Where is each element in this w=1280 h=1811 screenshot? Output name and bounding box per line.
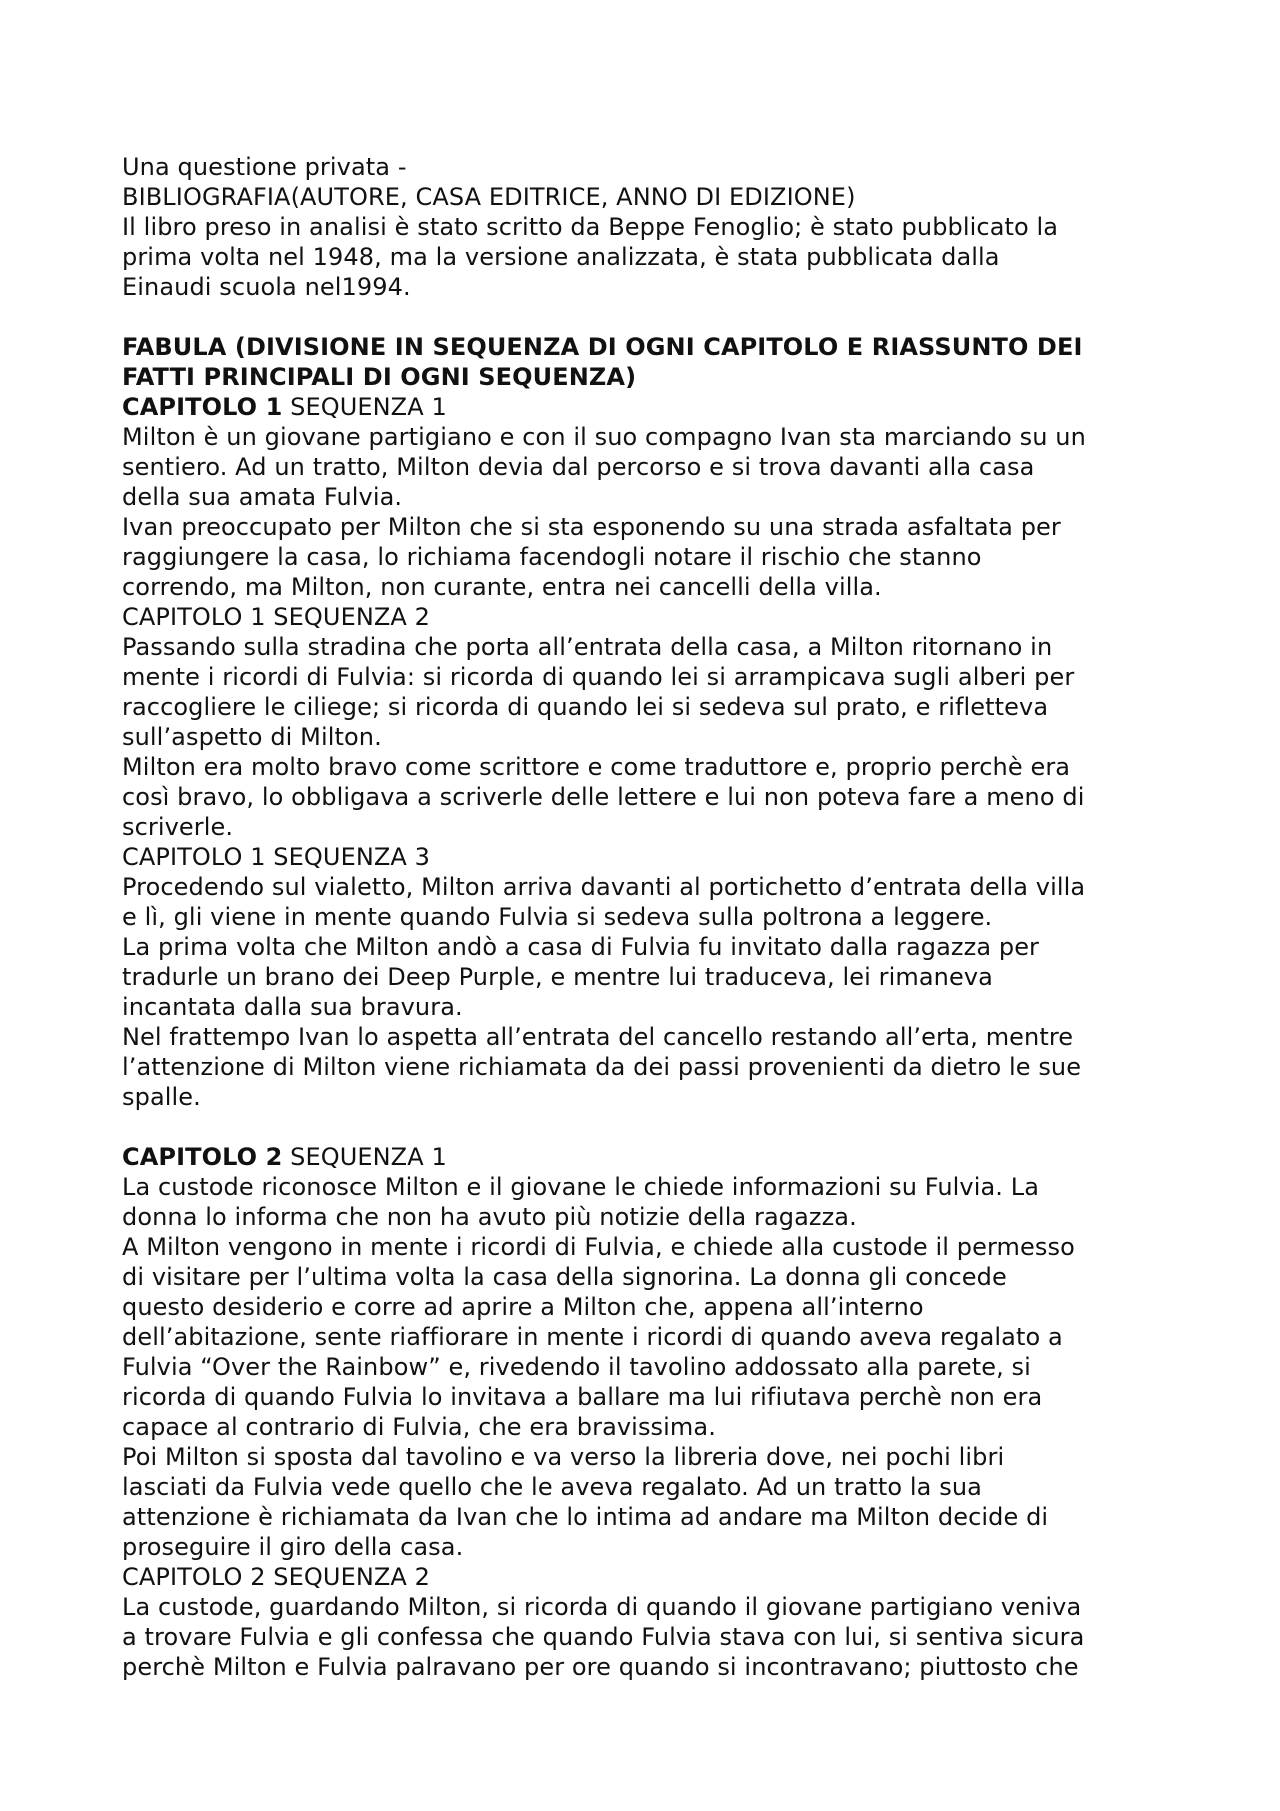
fabula-heading: FABULA (DIVISIONE IN SEQUENZA DI OGNI CAPITOLO E RIASSUNTO DEI	[122, 333, 1083, 361]
paragraph-line: questo desiderio e corre ad aprire a Milton che, appena all’interno	[122, 1293, 924, 1321]
paragraph-line: mente i ricordi di Fulvia: si ricorda di quando lei si arrampicava sugli alberi per	[122, 663, 1075, 691]
paragraph-line: A Milton vengono in mente i ricordi di Fulvia, e chiede alla custode il permesso	[122, 1233, 1075, 1261]
paragraph-line: tradurle un brano dei Deep Purple, e mentre lui traduceva, lei rimaneva	[122, 963, 993, 991]
paragraph-line: perchè Milton e Fulvia palravano per ore quando si incontravano; piuttosto che	[122, 1653, 1079, 1681]
paragraph-line: donna lo informa che non ha avuto più notizie della ragazza.	[122, 1203, 857, 1231]
chapter-label: CAPITOLO 1	[122, 393, 283, 421]
paragraph-line: La custode, guardando Milton, si ricorda di quando il giovane partigiano veniva	[122, 1593, 1082, 1621]
document-title: Una questione privata -	[122, 153, 407, 181]
blank-line	[122, 1112, 1182, 1142]
section-heading: CAPITOLO 1 SEQUENZA 3	[122, 843, 431, 871]
paragraph-line: dell’abitazione, sente riaffiorare in mente i ricordi di quando aveva regalato a	[122, 1323, 1063, 1351]
paragraph-line: La prima volta che Milton andò a casa di Fulvia fu invitato dalla ragazza per	[122, 933, 1040, 961]
sequence-label: SEQUENZA 1	[282, 393, 447, 421]
paragraph-line: Milton era molto bravo come scrittore e come traduttore e, proprio perchè era	[122, 753, 1071, 781]
paragraph-line: correndo, ma Milton, non curante, entra nei cancelli della villa.	[122, 573, 882, 601]
document-page	[122, 152, 1182, 1682]
paragraph-line: prima volta nel 1948, ma la versione analizzata, è stata pubblicata dalla	[122, 243, 1000, 271]
paragraph-line: e lì, gli viene in mente quando Fulvia si sedeva sulla poltrona a leggere.	[122, 903, 993, 931]
paragraph-line: Il libro preso in analisi è stato scritto da Beppe Fenoglio; è stato pubblicato la	[122, 213, 1059, 241]
paragraph-line: incantata dalla sua bravura.	[122, 993, 463, 1021]
paragraph-line: Procedendo sul vialetto, Milton arriva davanti al portichetto d’entrata della villa	[122, 873, 1086, 901]
paragraph-line: così bravo, lo obbligava a scriverle delle lettere e lui non poteva fare a meno di	[122, 783, 1085, 811]
paragraph-line: Ivan preoccupato per Milton che si sta esponendo su una strada asfaltata per	[122, 513, 1061, 541]
chapter-label: CAPITOLO 2	[122, 1143, 283, 1171]
paragraph-line: ricorda di quando Fulvia lo invitava a ballare ma lui rifiutava perchè non era	[122, 1383, 1043, 1411]
bibliography-heading: BIBLIOGRAFIA(AUTORE, CASA EDITRICE, ANNO DI EDIZIONE)	[122, 183, 856, 211]
paragraph-line: raccogliere le ciliege; si ricorda di quando lei si sedeva sul prato, e rifletteva	[122, 693, 1049, 721]
sequence-label: SEQUENZA 1	[282, 1143, 447, 1171]
paragraph-line: Poi Milton si sposta dal tavolino e va verso la libreria dove, nei pochi libri	[122, 1443, 1005, 1471]
paragraph-line: La custode riconosce Milton e il giovane le chiede informazioni su Fulvia. La	[122, 1173, 1040, 1201]
paragraph-line: Passando sulla stradina che porta all’entrata della casa, a Milton ritornano in	[122, 633, 1053, 661]
blank-line	[122, 302, 1182, 332]
section-heading: CAPITOLO 1 SEQUENZA 2	[122, 603, 431, 631]
paragraph-line: scriverle.	[122, 813, 234, 841]
fabula-heading: FATTI PRINCIPALI DI OGNI SEQUENZA)	[122, 363, 637, 391]
paragraph-line: l’attenzione di Milton viene richiamata da dei passi provenienti da dietro le sue	[122, 1053, 1082, 1081]
paragraph-line: di visitare per l’ultima volta la casa della signorina. La donna gli concede	[122, 1263, 1007, 1291]
paragraph-line: attenzione è richiamata da Ivan che lo intima ad andare ma Milton decide di	[122, 1503, 1049, 1531]
paragraph-line: Fulvia “Over the Rainbow” e, rivedendo il tavolino addossato alla parete, si	[122, 1353, 1031, 1381]
paragraph-line: capace al contrario di Fulvia, che era bravissima.	[122, 1413, 716, 1441]
section-heading	[122, 1142, 1182, 1172]
paragraph-line: della sua amata Fulvia.	[122, 483, 403, 511]
paragraph-line: sull’aspetto di Milton.	[122, 723, 382, 751]
paragraph-line: proseguire il giro della casa.	[122, 1533, 464, 1561]
section-heading: CAPITOLO 2 SEQUENZA 2	[122, 1563, 431, 1591]
paragraph-line: raggiungere la casa, lo richiama facendogli notare il rischio che stanno	[122, 543, 982, 571]
paragraph-line: sentiero. Ad un tratto, Milton devia dal percorso e si trova davanti alla casa	[122, 453, 1035, 481]
paragraph-line: lasciati da Fulvia vede quello che le aveva regalato. Ad un tratto la sua	[122, 1473, 982, 1501]
paragraph-line: spalle.	[122, 1083, 201, 1111]
section-heading	[122, 392, 1182, 422]
paragraph-line: a trovare Fulvia e gli confessa che quando Fulvia stava con lui, si sentiva sicura	[122, 1623, 1085, 1651]
paragraph-line: Einaudi scuola nel1994.	[122, 273, 411, 301]
paragraph-line: Milton è un giovane partigiano e con il suo compagno Ivan sta marciando su un	[122, 423, 1086, 451]
paragraph-line: Nel frattempo Ivan lo aspetta all’entrata del cancello restando all’erta, mentre	[122, 1023, 1074, 1051]
